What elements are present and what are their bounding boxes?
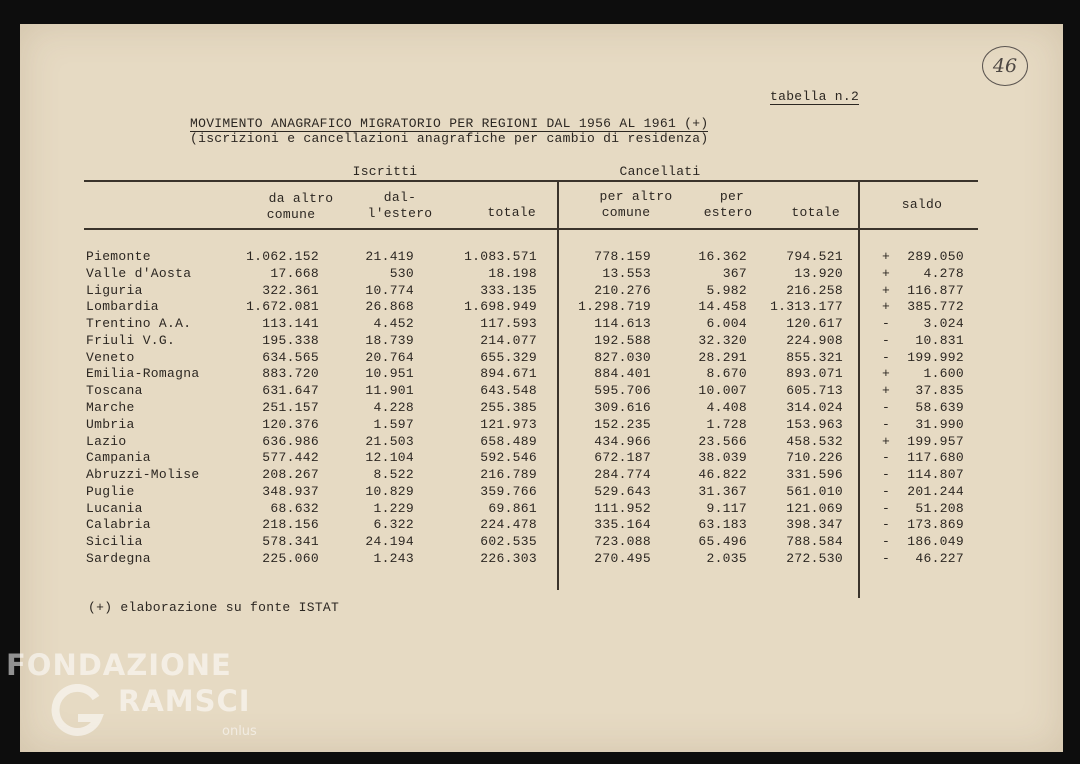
- document-subtitle: (iscrizioni e cancellazioni anagrafiche per cambio di residenza): [190, 131, 709, 146]
- cell-saldo-sign: -: [882, 534, 891, 550]
- cell-can-estero: 5.982: [706, 282, 747, 298]
- cell-can-totale: 893.071: [786, 366, 843, 382]
- watermark-logo-line2: RAMSCI: [118, 684, 251, 718]
- cell-can-totale: 120.617: [786, 316, 843, 332]
- cell-can-totale: 216.258: [786, 282, 843, 298]
- col-header-isc-estero-1: dal-: [383, 190, 417, 205]
- cell-can-totale: 13.920: [794, 265, 843, 281]
- cell-isc-totale: 333.135: [480, 282, 537, 298]
- cell-isc-totale: 224.478: [480, 517, 537, 533]
- cell-can-totale: 605.713: [786, 383, 843, 399]
- cell-can-estero: 31.367: [698, 483, 747, 499]
- watermark-g-logo-icon: [48, 684, 104, 740]
- cell-isc-estero: 1.243: [373, 551, 414, 567]
- cell-saldo-val: 1.600: [923, 366, 964, 382]
- cell-saldo-sign: -: [882, 483, 891, 499]
- col-header-isc-altro-1: da altro: [268, 191, 334, 206]
- cell-saldo-sign: -: [882, 467, 891, 483]
- cell-region: Campania: [86, 450, 151, 466]
- cell-can-estero: 9.117: [706, 500, 747, 516]
- cell-isc-totale: 602.535: [480, 534, 537, 550]
- cell-saldo-sign: -: [882, 349, 891, 365]
- cell-isc-estero: 21.419: [365, 249, 414, 264]
- header-bottom-rule: [84, 228, 978, 230]
- cell-can-altro: 284.774: [594, 467, 651, 483]
- cell-can-totale: 224.908: [786, 332, 843, 348]
- cell-can-totale: 314.024: [786, 400, 843, 416]
- cell-isc-estero: 11.901: [365, 383, 414, 399]
- cell-saldo-val: 173.869: [907, 517, 964, 533]
- cell-can-altro: 335.164: [594, 517, 651, 533]
- cell-can-altro: 192.588: [594, 332, 651, 348]
- cell-can-estero: 46.822: [698, 467, 747, 483]
- cell-isc-totale: 643.548: [480, 383, 537, 399]
- cell-can-estero: 8.670: [706, 366, 747, 382]
- col-header-isc-altro-2: comune: [266, 207, 316, 222]
- cell-can-altro: 723.088: [594, 534, 651, 550]
- cell-isc-totale: 216.789: [480, 467, 537, 483]
- cell-isc-estero: 1.229: [373, 500, 414, 516]
- cell-saldo-sign: +: [882, 249, 891, 264]
- cell-region: Friuli V.G.: [86, 332, 176, 348]
- cell-saldo-sign: -: [882, 316, 891, 332]
- cell-region: Trentino A.A.: [86, 316, 192, 332]
- cell-region: Emilia-Romagna: [86, 366, 200, 382]
- cell-isc-altro: 251.157: [262, 400, 319, 416]
- document-title: MOVIMENTO ANAGRAFICO MIGRATORIO PER REGIONI DAL 1956 AL 1961 (+): [190, 116, 709, 131]
- cell-saldo-val: 116.877: [907, 282, 964, 298]
- cell-can-estero: 23.566: [698, 433, 747, 449]
- cell-can-estero: 65.496: [698, 534, 747, 550]
- cell-saldo-sign: +: [882, 265, 891, 281]
- group-header-cancellati: Cancellati: [619, 164, 701, 179]
- cell-region: Lombardia: [86, 299, 159, 315]
- cell-saldo-val: 46.227: [915, 551, 964, 567]
- cell-saldo-sign: -: [882, 416, 891, 432]
- cell-isc-estero: 1.597: [373, 416, 414, 432]
- cell-can-totale: 710.226: [786, 450, 843, 466]
- cell-can-totale: 331.596: [786, 467, 843, 483]
- cell-isc-totale: 121.973: [480, 416, 537, 432]
- cell-isc-totale: 592.546: [480, 450, 537, 466]
- cell-isc-estero: 21.503: [365, 433, 414, 449]
- cell-saldo-val: 199.992: [907, 349, 964, 365]
- cell-can-estero: 63.183: [698, 517, 747, 533]
- cell-isc-totale: 117.593: [480, 316, 537, 332]
- cell-isc-altro: 883.720: [262, 366, 319, 382]
- cell-isc-altro: 17.668: [270, 265, 319, 281]
- cell-can-altro: 1.298.719: [578, 299, 651, 315]
- col-header-can-estero-1: per: [719, 189, 745, 204]
- cell-can-altro: 672.187: [594, 450, 651, 466]
- cell-isc-altro: 634.565: [262, 349, 319, 365]
- cell-isc-altro: 218.156: [262, 517, 319, 533]
- cell-isc-altro: 120.376: [262, 416, 319, 432]
- cell-saldo-sign: -: [882, 551, 891, 567]
- cell-isc-altro: 1.672.081: [246, 299, 319, 315]
- cell-can-totale: 794.521: [786, 249, 843, 264]
- col-header-can-totale: totale: [791, 205, 840, 220]
- cell-can-altro: 778.159: [594, 249, 651, 264]
- cell-isc-totale: 1.083.571: [464, 249, 537, 264]
- cell-isc-estero: 4.228: [373, 400, 414, 416]
- cell-region: Veneto: [86, 349, 135, 365]
- group-header-iscritti: Iscritti: [352, 164, 418, 179]
- cell-isc-estero: 10.951: [365, 366, 414, 382]
- cell-isc-estero: 530: [389, 265, 414, 281]
- cell-isc-estero: 20.764: [365, 349, 414, 365]
- cell-can-altro: 434.966: [594, 433, 651, 449]
- cell-saldo-val: 186.049: [907, 534, 964, 550]
- cell-can-totale: 121.069: [786, 500, 843, 516]
- col-header-can-altro-1: per altro: [599, 189, 673, 204]
- cell-saldo-sign: -: [882, 332, 891, 348]
- cell-can-altro: 13.553: [602, 265, 651, 281]
- cell-isc-totale: 894.671: [480, 366, 537, 382]
- cell-can-estero: 28.291: [698, 349, 747, 365]
- cell-can-estero: 2.035: [706, 551, 747, 567]
- cell-can-estero: 6.004: [706, 316, 747, 332]
- cell-isc-totale: 655.329: [480, 349, 537, 365]
- header-top-rule: [84, 180, 978, 182]
- cell-can-totale: 788.584: [786, 534, 843, 550]
- cell-isc-altro: 208.267: [262, 467, 319, 483]
- cell-saldo-val: 117.680: [907, 450, 964, 466]
- cell-isc-totale: 18.198: [488, 265, 537, 281]
- cell-can-estero: 4.408: [706, 400, 747, 416]
- cell-can-estero: 1.728: [706, 416, 747, 432]
- cell-region: Lazio: [86, 433, 127, 449]
- cell-can-altro: 270.495: [594, 551, 651, 567]
- cell-saldo-sign: -: [882, 517, 891, 533]
- cell-saldo-sign: +: [882, 366, 891, 382]
- cell-isc-altro: 348.937: [262, 483, 319, 499]
- cell-saldo-val: 10.831: [915, 332, 964, 348]
- cell-saldo-val: 51.208: [915, 500, 964, 516]
- cell-saldo-val: 385.772: [907, 299, 964, 315]
- cell-region: Marche: [86, 400, 135, 416]
- cell-isc-altro: 636.986: [262, 433, 319, 449]
- cell-saldo-val: 4.278: [923, 265, 964, 281]
- cell-isc-totale: 658.489: [480, 433, 537, 449]
- cell-isc-totale: 226.303: [480, 551, 537, 567]
- cell-can-altro: 111.952: [594, 500, 651, 516]
- cell-saldo-val: 58.639: [915, 400, 964, 416]
- cell-isc-totale: 255.385: [480, 400, 537, 416]
- cell-can-estero: 14.458: [698, 299, 747, 315]
- cell-saldo-sign: +: [882, 282, 891, 298]
- cell-can-totale: 272.530: [786, 551, 843, 567]
- cell-isc-estero: 6.322: [373, 517, 414, 533]
- cell-can-altro: 210.276: [594, 282, 651, 298]
- cell-isc-estero: 18.739: [365, 332, 414, 348]
- cell-can-altro: 114.613: [594, 316, 651, 332]
- cell-isc-altro: 322.361: [262, 282, 319, 298]
- cell-can-altro: 309.616: [594, 400, 651, 416]
- cell-can-altro: 529.643: [594, 483, 651, 499]
- cell-can-totale: 458.532: [786, 433, 843, 449]
- cell-isc-estero: 8.522: [373, 467, 414, 483]
- cell-region: Toscana: [86, 383, 143, 399]
- col-header-can-altro-2: comune: [601, 205, 651, 220]
- cell-saldo-val: 3.024: [923, 316, 964, 332]
- cell-can-totale: 1.313.177: [770, 299, 843, 315]
- table-label: tabella n.2: [770, 89, 860, 104]
- footnote: (+) elaborazione su fonte ISTAT: [88, 600, 340, 615]
- cell-region: Lucania: [86, 500, 143, 516]
- cell-can-estero: 367: [722, 265, 747, 281]
- cell-isc-altro: 1.062.152: [246, 249, 319, 264]
- col-header-isc-totale: totale: [487, 205, 536, 220]
- cell-saldo-val: 31.990: [915, 416, 964, 432]
- col-header-saldo: saldo: [901, 197, 943, 212]
- cell-region: Sicilia: [86, 534, 143, 550]
- cell-isc-altro: 631.647: [262, 383, 319, 399]
- cell-saldo-sign: -: [882, 400, 891, 416]
- cell-can-estero: 38.039: [698, 450, 747, 466]
- cell-saldo-sign: -: [882, 450, 891, 466]
- cell-isc-totale: 69.861: [488, 500, 537, 516]
- cell-can-totale: 855.321: [786, 349, 843, 365]
- cell-isc-totale: 214.077: [480, 332, 537, 348]
- cell-isc-altro: 225.060: [262, 551, 319, 567]
- cell-can-totale: 398.347: [786, 517, 843, 533]
- page-number-circle: 46: [982, 46, 1028, 86]
- col-header-can-estero-2: estero: [703, 205, 753, 220]
- cell-isc-altro: 195.338: [262, 332, 319, 348]
- cell-region: Abruzzi-Molise: [86, 467, 200, 483]
- cell-isc-totale: 359.766: [480, 483, 537, 499]
- cell-region: Valle d'Aosta: [86, 265, 192, 281]
- cell-can-estero: 32.320: [698, 332, 747, 348]
- column-divider-2: [858, 180, 860, 598]
- cell-saldo-val: 201.244: [907, 483, 964, 499]
- cell-isc-estero: 12.104: [365, 450, 414, 466]
- cell-isc-estero: 24.194: [365, 534, 414, 550]
- cell-region: Liguria: [86, 282, 143, 298]
- cell-isc-estero: 26.868: [365, 299, 414, 315]
- cell-can-altro: 152.235: [594, 416, 651, 432]
- cell-can-totale: 153.963: [786, 416, 843, 432]
- cell-can-estero: 10.007: [698, 383, 747, 399]
- cell-isc-altro: 577.442: [262, 450, 319, 466]
- cell-region: Calabria: [86, 517, 151, 533]
- cell-saldo-sign: +: [882, 299, 891, 315]
- cell-saldo-val: 199.957: [907, 433, 964, 449]
- cell-saldo-sign: -: [882, 500, 891, 516]
- watermark-logo-line3: onlus: [222, 724, 257, 739]
- cell-isc-totale: 1.698.949: [464, 299, 537, 315]
- cell-can-totale: 561.010: [786, 483, 843, 499]
- cell-isc-estero: 10.774: [365, 282, 414, 298]
- cell-region: Sardegna: [86, 551, 151, 567]
- cell-isc-altro: 578.341: [262, 534, 319, 550]
- cell-saldo-sign: +: [882, 433, 891, 449]
- cell-can-altro: 827.030: [594, 349, 651, 365]
- cell-isc-altro: 68.632: [270, 500, 319, 516]
- cell-isc-altro: 113.141: [262, 316, 319, 332]
- cell-saldo-sign: +: [882, 383, 891, 399]
- cell-saldo-val: 289.050: [907, 249, 964, 264]
- cell-saldo-val: 114.807: [907, 467, 964, 483]
- cell-can-altro: 884.401: [594, 366, 651, 382]
- cell-can-altro: 595.706: [594, 383, 651, 399]
- cell-region: Piemonte: [86, 249, 151, 264]
- cell-region: Umbria: [86, 416, 135, 432]
- cell-saldo-val: 37.835: [915, 383, 964, 399]
- cell-isc-estero: 10.829: [365, 483, 414, 499]
- col-header-isc-estero-2: l'estero: [367, 206, 433, 221]
- watermark-logo-line1: FONDAZIONE: [6, 648, 232, 682]
- cell-region: Puglie: [86, 483, 135, 499]
- cell-isc-estero: 4.452: [373, 316, 414, 332]
- cell-can-estero: 16.362: [698, 249, 747, 264]
